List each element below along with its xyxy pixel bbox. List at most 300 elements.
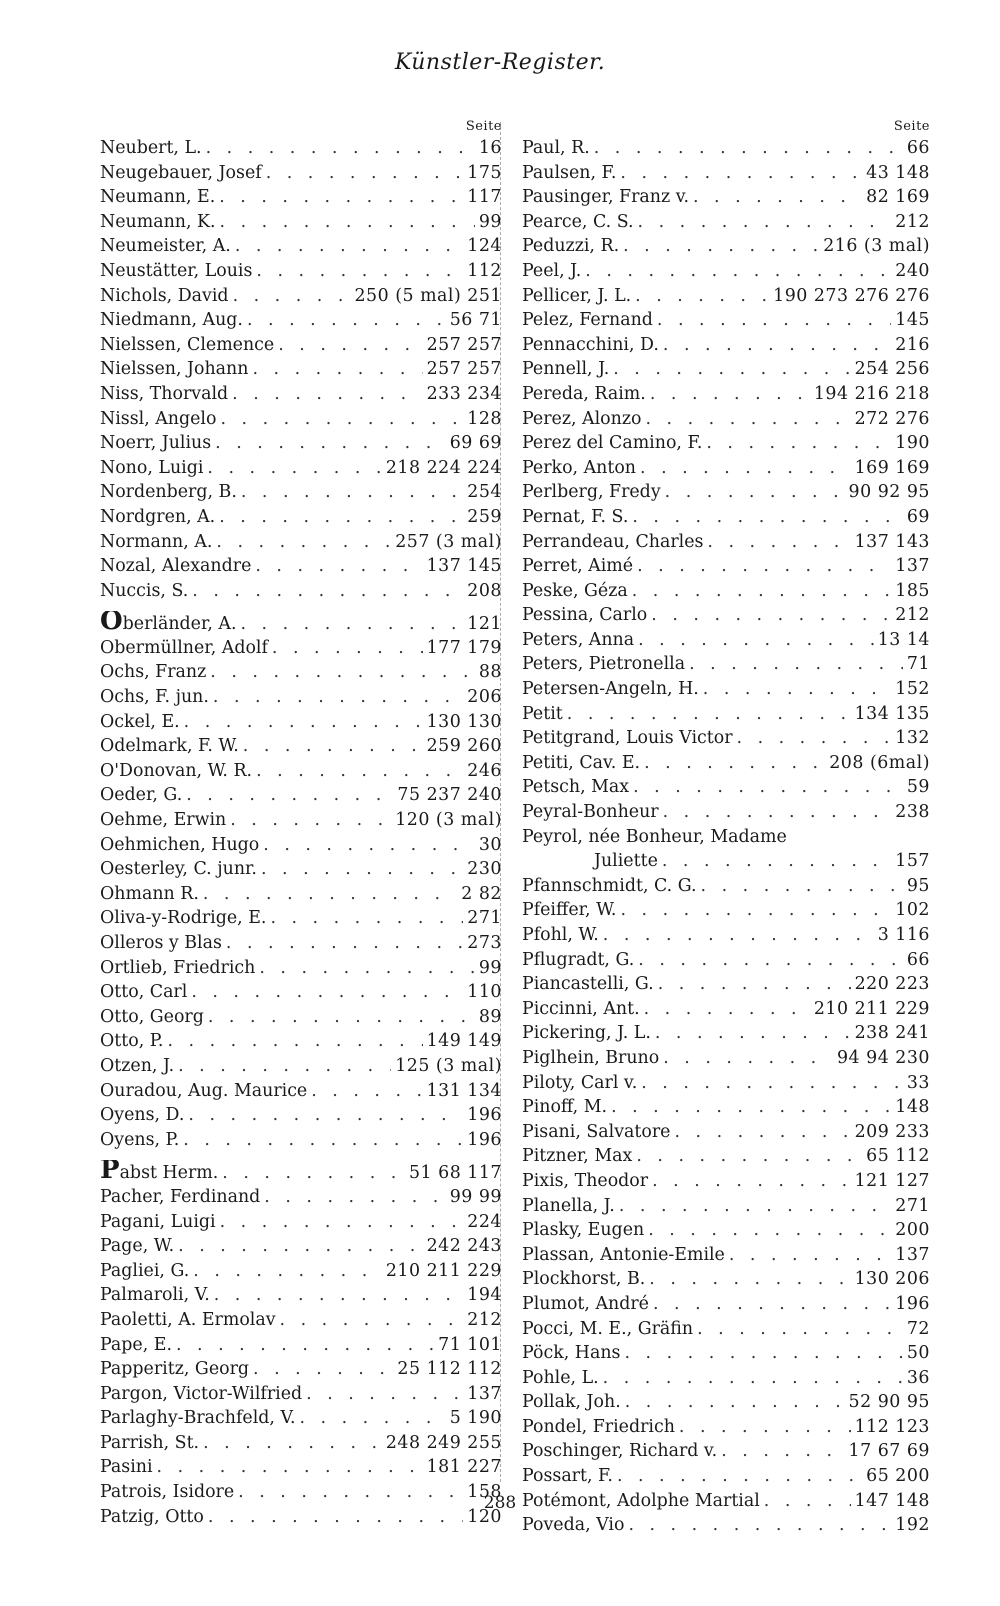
- page-references: 212: [467, 1309, 502, 1330]
- artist-name: Peters, Pietronella: [522, 654, 686, 675]
- page-references: 99: [478, 211, 502, 232]
- index-entry: [100, 185, 502, 210]
- artist-name: Ockel, E.: [100, 711, 180, 732]
- dot-leader: [624, 1341, 902, 1366]
- dot-leader: [603, 1366, 903, 1391]
- dot-leader: [219, 185, 463, 210]
- artist-name: Poveda, Vio: [522, 1515, 625, 1536]
- page-references: 102: [895, 900, 930, 921]
- section-gap: [100, 1152, 502, 1160]
- dot-leader: [703, 677, 892, 702]
- page-references: 69: [906, 506, 930, 527]
- artist-name: Pfohl, W.: [522, 925, 599, 945]
- artist-name: Nono, Luigi: [100, 457, 204, 478]
- index-entry: [100, 234, 502, 259]
- artist-name: Neubert, L.: [100, 138, 202, 158]
- dot-leader: [636, 1144, 862, 1169]
- index-entry: [522, 1267, 930, 1292]
- index-entry: [100, 833, 502, 858]
- page-references: 158: [467, 1482, 502, 1503]
- index-entry: [522, 185, 930, 210]
- page-references: 190 273 276 276: [773, 285, 930, 306]
- dot-leader: [176, 1333, 434, 1358]
- index-entry: [100, 1333, 502, 1358]
- dot-leader: [208, 1005, 475, 1030]
- dot-leader: [247, 308, 446, 333]
- index-entry: [100, 857, 502, 882]
- dot-leader: [220, 210, 475, 235]
- index-entry: [522, 333, 930, 358]
- artist-name: Planella, J.: [522, 1195, 615, 1216]
- page-references: 137: [467, 1383, 502, 1404]
- section-gap: [100, 603, 502, 611]
- index-entry: [522, 603, 930, 628]
- index-entry: [100, 480, 502, 505]
- index-entry: [522, 948, 930, 973]
- index-entry: [100, 1382, 502, 1407]
- right-index-column: [522, 118, 930, 1538]
- dot-leader: [210, 660, 475, 685]
- dot-leader: [233, 284, 351, 309]
- dot-leader: [272, 636, 423, 661]
- dot-leader: [648, 1218, 891, 1243]
- artist-name: Petersen-Angeln, H.: [522, 679, 699, 700]
- dot-leader: [300, 1406, 446, 1431]
- page-references: 210 211 229: [385, 1260, 502, 1281]
- index-entry: [522, 677, 930, 702]
- index-entry: [522, 923, 930, 948]
- index-entry: [522, 1243, 930, 1268]
- index-entry: [522, 652, 930, 677]
- dot-leader: [264, 1185, 445, 1210]
- page-references: 259: [467, 506, 502, 527]
- dot-leader: [617, 1464, 862, 1489]
- page-references: 233 234: [426, 383, 502, 404]
- dot-leader: [658, 972, 851, 997]
- index-entry: [522, 382, 930, 407]
- artist-name: Plassan, Antonie-Emile: [522, 1244, 725, 1265]
- page-references: 43 148: [866, 162, 930, 183]
- dot-leader: [567, 702, 851, 727]
- artist-name: Ouradou, Aug. Maurice: [100, 1080, 308, 1101]
- index-entry: [100, 808, 502, 833]
- page-references: 209 233: [854, 1121, 930, 1142]
- page-references: 212: [895, 211, 930, 232]
- dot-leader: [213, 685, 463, 710]
- index-entry: [100, 1283, 502, 1308]
- page-references: 185: [895, 580, 930, 601]
- artist-name: Perrandeau, Charles: [522, 531, 704, 552]
- artist-name: Pinoff, M.: [522, 1097, 608, 1118]
- page-references: 250 (5 mal) 251: [354, 285, 502, 306]
- index-entry: [100, 882, 502, 907]
- artist-name: Neumann, K.: [100, 211, 216, 232]
- artist-name: Nielssen, Johann: [100, 359, 249, 380]
- artist-name: Peel, J.: [522, 260, 582, 281]
- index-entry: [522, 308, 930, 333]
- index-entry: [100, 382, 502, 407]
- dot-leader: [697, 1317, 903, 1342]
- dot-leader: [638, 948, 903, 973]
- index-entry: [522, 1292, 930, 1317]
- index-entry: [522, 554, 930, 579]
- page-references: 224: [467, 1211, 502, 1232]
- page-references: 121: [467, 614, 502, 635]
- page-references: 99: [478, 957, 502, 978]
- artist-name: Pfeiffer, W.: [522, 900, 617, 921]
- dot-leader: [167, 1029, 422, 1054]
- dot-leader: [674, 1120, 850, 1145]
- page-references: 110: [467, 982, 502, 1003]
- index-entry: [100, 1128, 502, 1153]
- dot-leader: [215, 431, 446, 456]
- artist-name: Niedmann, Aug.: [100, 310, 243, 331]
- page-references: 134 135: [854, 703, 930, 724]
- page-references: 220 223: [854, 974, 930, 995]
- artist-name: Perez, Alonzo: [522, 408, 642, 429]
- dot-leader: [255, 554, 422, 579]
- dot-leader: [266, 161, 464, 186]
- page-references: 125 (3 mal): [395, 1055, 502, 1076]
- dot-leader: [192, 579, 463, 604]
- artist-name: Petsch, Max: [522, 777, 630, 798]
- dot-leader: [214, 1283, 464, 1308]
- artist-name: Pagliei, G.: [100, 1260, 190, 1281]
- artist-name: Patzig, Otto: [100, 1506, 204, 1527]
- artist-name: Nordenberg, B.: [100, 482, 237, 503]
- page-references: 66: [906, 949, 930, 970]
- artist-name: Nordgren, A.: [100, 506, 216, 527]
- index-entry: [522, 726, 930, 751]
- artist-name: Peduzzi, R.: [522, 236, 620, 257]
- dot-leader: [633, 775, 903, 800]
- page-references: 132: [895, 728, 930, 749]
- index-entry: [100, 530, 502, 555]
- index-entry: [100, 1455, 502, 1480]
- artist-name: Pocci, M. E., Gräfin: [522, 1318, 694, 1339]
- page-references: 149 149: [426, 1031, 502, 1052]
- section-initial-letter: O: [100, 611, 123, 636]
- dot-leader: [665, 480, 845, 505]
- index-entry: [100, 1103, 502, 1128]
- index-entry: [522, 136, 930, 161]
- artist-name: Oberländer, A.: [100, 611, 237, 636]
- page-references: 59: [906, 777, 930, 798]
- dot-leader: [278, 333, 422, 358]
- artist-name: Piloty, Carl v.: [522, 1072, 638, 1093]
- page-references: 190: [895, 433, 930, 454]
- dot-leader: [220, 1210, 464, 1235]
- index-entry: [522, 1144, 930, 1169]
- dot-leader: [645, 407, 850, 432]
- dot-leader: [230, 808, 391, 833]
- page-references: 148: [895, 1097, 930, 1118]
- index-entry: [100, 431, 502, 456]
- page-references: 257 257: [426, 359, 502, 380]
- artist-name: Papperitz, Georg: [100, 1359, 250, 1380]
- dot-leader: [157, 1455, 423, 1480]
- artist-name: Pasini: [100, 1457, 153, 1478]
- index-entry: [522, 1439, 930, 1464]
- index-entry: [522, 357, 930, 382]
- dot-leader: [613, 357, 850, 382]
- index-entry: [100, 1406, 502, 1431]
- dot-leader: [306, 1382, 463, 1407]
- dot-leader: [232, 382, 422, 407]
- index-entry: [522, 1071, 930, 1096]
- index-entry: [100, 1431, 502, 1456]
- page-references: 66: [906, 138, 930, 158]
- artist-name: Plumot, André: [522, 1293, 649, 1314]
- dot-leader: [662, 849, 891, 874]
- index-entry: [522, 1415, 930, 1440]
- page-references: 121 127: [854, 1170, 930, 1191]
- artist-name: Piglhein, Bruno: [522, 1047, 660, 1068]
- page-references: 210 211 229: [813, 998, 930, 1019]
- artist-name: Pellicer, J. L.: [522, 285, 632, 306]
- index-entry: [522, 1341, 930, 1366]
- page-title: Künstler-Register.: [394, 50, 606, 75]
- index-entry: [100, 759, 502, 784]
- dot-leader: [203, 882, 457, 907]
- index-entry: [522, 849, 930, 874]
- page-references: 238 241: [854, 1023, 930, 1044]
- artist-name: Juliette: [594, 851, 658, 872]
- dot-leader: [207, 456, 381, 481]
- page-references: 137: [895, 556, 930, 577]
- dot-leader: [178, 1054, 391, 1079]
- page-references: 200: [895, 1220, 930, 1241]
- index-entry: [100, 1005, 502, 1030]
- artist-name: Obermüllner, Adolf: [100, 637, 268, 658]
- index-entry: [522, 234, 930, 259]
- artist-name: Nozal, Alexandre: [100, 556, 252, 577]
- page-references: 71 101: [438, 1334, 502, 1355]
- page-references: 169 169: [854, 457, 930, 478]
- index-entry: [522, 259, 930, 284]
- index-entry: [100, 554, 502, 579]
- dot-leader: [650, 382, 810, 407]
- page-references: 208 (6mal): [829, 752, 930, 773]
- index-entry: [100, 1210, 502, 1235]
- page-references: 259 260: [426, 736, 502, 757]
- artist-name: Parlaghy-Brachfeld, V.: [100, 1408, 296, 1429]
- index-entry: [100, 734, 502, 759]
- dot-leader: [603, 923, 874, 948]
- artist-name: Plockhorst, B.: [522, 1269, 646, 1290]
- dot-leader: [261, 857, 463, 882]
- page-references: 75 237 240: [397, 785, 502, 806]
- dot-leader: [219, 505, 463, 530]
- artist-name: Pereda, Raim.: [522, 383, 646, 404]
- page-references: 212: [895, 605, 930, 626]
- page-references: 72: [906, 1318, 930, 1339]
- artist-name: Piancastelli, G.: [522, 974, 654, 995]
- dot-leader: [222, 1161, 405, 1185]
- index-entry: [100, 956, 502, 981]
- artist-name: Paul, R.: [522, 138, 590, 158]
- artist-name: Pelez, Fernand: [522, 310, 653, 331]
- artist-name: Possart, F.: [522, 1466, 613, 1487]
- index-entry: [522, 1218, 930, 1243]
- artist-name: Pargon, Victor-Wilfried: [100, 1383, 303, 1404]
- index-entry: [100, 1160, 502, 1185]
- index-entry: [100, 710, 502, 735]
- page-references: 257 (3 mal): [395, 531, 502, 552]
- page-references: 216: [895, 334, 930, 355]
- artist-name: Olleros y Blas: [100, 933, 222, 953]
- page-references: 65 112: [866, 1146, 930, 1167]
- index-entry: [522, 431, 930, 456]
- index-entry: [100, 931, 502, 956]
- artist-name: Piccinni, Ant.: [522, 998, 640, 1019]
- page-references: 194: [467, 1285, 502, 1306]
- page-references: 242 243: [426, 1236, 502, 1257]
- page-references: 273: [467, 933, 502, 953]
- index-entry: [522, 775, 930, 800]
- page-references: 30: [478, 834, 502, 855]
- artist-name: Nielssen, Clemence: [100, 334, 275, 355]
- artist-name: Ochs, Franz: [100, 662, 207, 683]
- dot-leader: [693, 185, 862, 210]
- artist-name: O'Donovan, W. R.: [100, 760, 253, 781]
- dot-leader: [256, 259, 463, 284]
- page-references: 181 227: [426, 1457, 502, 1478]
- page-references: 120: [467, 1506, 502, 1527]
- page-references: 130 206: [854, 1269, 930, 1290]
- dot-leader: [649, 1267, 850, 1292]
- dot-leader: [637, 554, 891, 579]
- artist-name: Oyens, P.: [100, 1129, 180, 1150]
- index-entry: [100, 980, 502, 1005]
- dot-leader: [638, 628, 874, 653]
- artist-name: Pöck, Hans: [522, 1343, 621, 1364]
- artist-name: Perez del Camino, F.: [522, 433, 703, 454]
- page-references: 128: [467, 408, 502, 429]
- page-references: 238: [895, 802, 930, 823]
- page-references: 196: [895, 1293, 930, 1314]
- dot-leader: [655, 1021, 851, 1046]
- page-references: 246: [467, 760, 502, 781]
- artist-name: Pennell, J.: [522, 359, 610, 380]
- artist-name: Neumeister, A.: [100, 236, 231, 257]
- dot-leader: [721, 1439, 844, 1464]
- artist-name: Perlberg, Fredy: [522, 482, 661, 503]
- artist-name: Peyrol, née Bonheur, Madame: [522, 826, 787, 847]
- page-references: 208: [467, 580, 502, 601]
- index-entry: [522, 628, 930, 653]
- index-entry: [522, 972, 930, 997]
- artist-name: Pernat, F. S.: [522, 506, 629, 527]
- index-entry: [100, 579, 502, 604]
- index-entry: [522, 702, 930, 727]
- page-references: 65 200: [866, 1466, 930, 1487]
- index-entry: [522, 1046, 930, 1071]
- index-entry: [522, 751, 930, 776]
- index-entry: [522, 480, 930, 505]
- page-references: 218 224 224: [385, 457, 502, 478]
- dot-leader: [663, 1046, 833, 1071]
- artist-name: Pisani, Salvatore: [522, 1121, 671, 1142]
- page-references: 25 112 112: [397, 1359, 502, 1380]
- artist-name: Otzen, J.: [100, 1055, 175, 1076]
- index-entry: [522, 1095, 930, 1120]
- artist-name: Ochs, F. jun.: [100, 687, 209, 708]
- artist-name: Pape, E.: [100, 1334, 172, 1355]
- dot-leader: [263, 833, 475, 858]
- artist-name: Paulsen, F.: [522, 162, 617, 183]
- artist-name: Petiti, Cav. E.: [522, 752, 641, 773]
- index-entry: [100, 1357, 502, 1382]
- dot-leader: [206, 136, 475, 161]
- dot-leader: [188, 1103, 463, 1128]
- page-references: 216 (3 mal): [823, 236, 930, 257]
- index-entry: [522, 505, 930, 530]
- index-entry: [100, 357, 502, 382]
- artist-name: Peske, Géza: [522, 580, 628, 601]
- page-references: 90 92 95: [848, 482, 930, 503]
- index-entry: [522, 1317, 930, 1342]
- dot-leader: [280, 1308, 464, 1333]
- page-references: 99 99: [449, 1186, 502, 1207]
- artist-name: Perret, Aimé: [522, 556, 634, 577]
- artist-name: Pohle, L.: [522, 1367, 599, 1388]
- page-references: 82 169: [866, 187, 930, 208]
- page-references: 112: [467, 260, 502, 281]
- page-references: 50: [906, 1343, 930, 1364]
- artist-name: Palmaroli, V.: [100, 1285, 210, 1306]
- dot-leader: [652, 1169, 850, 1194]
- index-entry: [522, 1464, 930, 1489]
- index-entry: [100, 685, 502, 710]
- artist-name: Pacher, Ferdinand: [100, 1186, 261, 1207]
- page-references: 137 145: [426, 556, 502, 577]
- dot-leader: [178, 1234, 422, 1259]
- page-references: 52 90 95: [848, 1392, 930, 1413]
- artist-name: Pixis, Theodor: [522, 1170, 649, 1191]
- dot-leader: [657, 308, 891, 333]
- artist-name: Pitzner, Max: [522, 1146, 633, 1167]
- artist-name: Pfannschmidt, C. G.: [522, 875, 697, 896]
- page-references: 112 123: [854, 1416, 930, 1437]
- page-references: 137: [895, 1244, 930, 1265]
- index-entry: [100, 259, 502, 284]
- index-entry: [100, 333, 502, 358]
- dot-leader: [183, 1128, 463, 1153]
- dot-leader: [737, 726, 892, 751]
- dot-leader: [220, 407, 463, 432]
- dot-leader: [191, 980, 463, 1005]
- page-references: 124: [467, 236, 502, 257]
- artist-name: Pabst Herm.: [100, 1160, 218, 1185]
- index-entry: [100, 1054, 502, 1079]
- artist-name: Ohmann R.: [100, 883, 199, 904]
- dot-leader: [706, 431, 891, 456]
- page-references: 13 14: [877, 629, 930, 650]
- index-entry: [100, 1308, 502, 1333]
- page-references: 117: [467, 187, 502, 208]
- index-entry: [100, 611, 502, 636]
- page-references: 157: [895, 851, 930, 872]
- section-initial-letter: P: [100, 1160, 120, 1185]
- dot-leader: [640, 456, 851, 481]
- page-references: 137 143: [854, 531, 930, 552]
- page-references: 230: [467, 859, 502, 880]
- index-entry: [100, 636, 502, 661]
- index-entry: [100, 1259, 502, 1284]
- page-references: 51 68 117: [408, 1163, 502, 1184]
- page-references: 248 249 255: [385, 1432, 502, 1453]
